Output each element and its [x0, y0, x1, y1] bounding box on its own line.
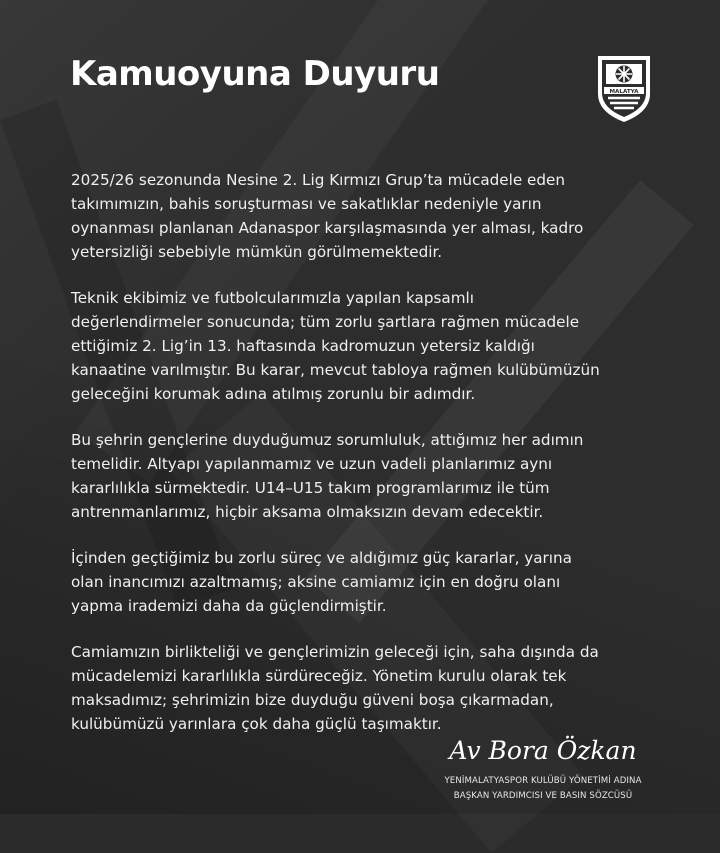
signature: Av Bora Özkan: [449, 736, 637, 765]
role-line: BAŞKAN YARDIMCISI VE BASIN SÖZCÜSÜ: [453, 791, 633, 801]
paragraph: Teknik ekibimiz ve futbolcularımızla yapılan kapsamlı değerlendirmeler sonucunda; tüm zorlu şartlara rağmen mücadele ettiğimiz 2. Lig’in 13. haftasında kadromuzun yetersiz kaldığı kanaatine varılmıştır. Bu karar, mevcut tabloya rağmen kulübümüzün geleceğini korumak adına atılmış zorunlu bir adımdır.: [71, 289, 600, 403]
announcement-body: [71, 168, 661, 758]
paragraph: Bu şehrin gençlerine duyduğumuz sorumluluk, attığımız her adımın temelidir. Altyapı yapılanmamız ve uzun vadeli planlarımız aynı kararlılıkla sürmektedir. U14–U15 takım programlarımız ile tüm antrenmanlarımız, hiçbir aksama olmaksızın devam edecektir.: [71, 431, 584, 521]
club-crest-icon: [594, 50, 654, 124]
role-line: YENİMALATYASPOR KULÜBÜ YÖNETİMİ ADINA: [444, 776, 642, 786]
signature-role: [412, 774, 674, 804]
paragraph: Camiamızın birlikteliği ve gençlerimizin geleceği için, saha dışında da mücadelemizi kararlılıkla sürdüreceğiz. Yönetim kurulu olarak tek maksadımız; şehrimizin bize duyduğu güveni boşa çıkarmadan, kulübümüzü yarınlara çok daha güçlü taşımaktır.: [71, 643, 599, 733]
logo-label: MALATYA: [609, 88, 639, 95]
paragraph: 2025/26 sezonunda Nesine 2. Lig Kırmızı Grup’ta mücadele eden takımımızın, bahis soruşturması ve sakatlıklar nedeniyle yarın oynanması planlanan Adanaspor karşılaşmasında yer alması, kadro yetersizliği sebebiyle mümkün görülmemektedir.: [71, 171, 584, 261]
page-title: Kamuoyuna Duyuru: [70, 54, 440, 94]
paragraph: İçinden geçtiğimiz bu zorlu süreç ve aldığımız güç kararlar, yarına olan inancımızı azaltmamış; aksine camiamız için en doğru olanı yapma irademizi daha da güçlendirmiştir.: [71, 549, 572, 615]
